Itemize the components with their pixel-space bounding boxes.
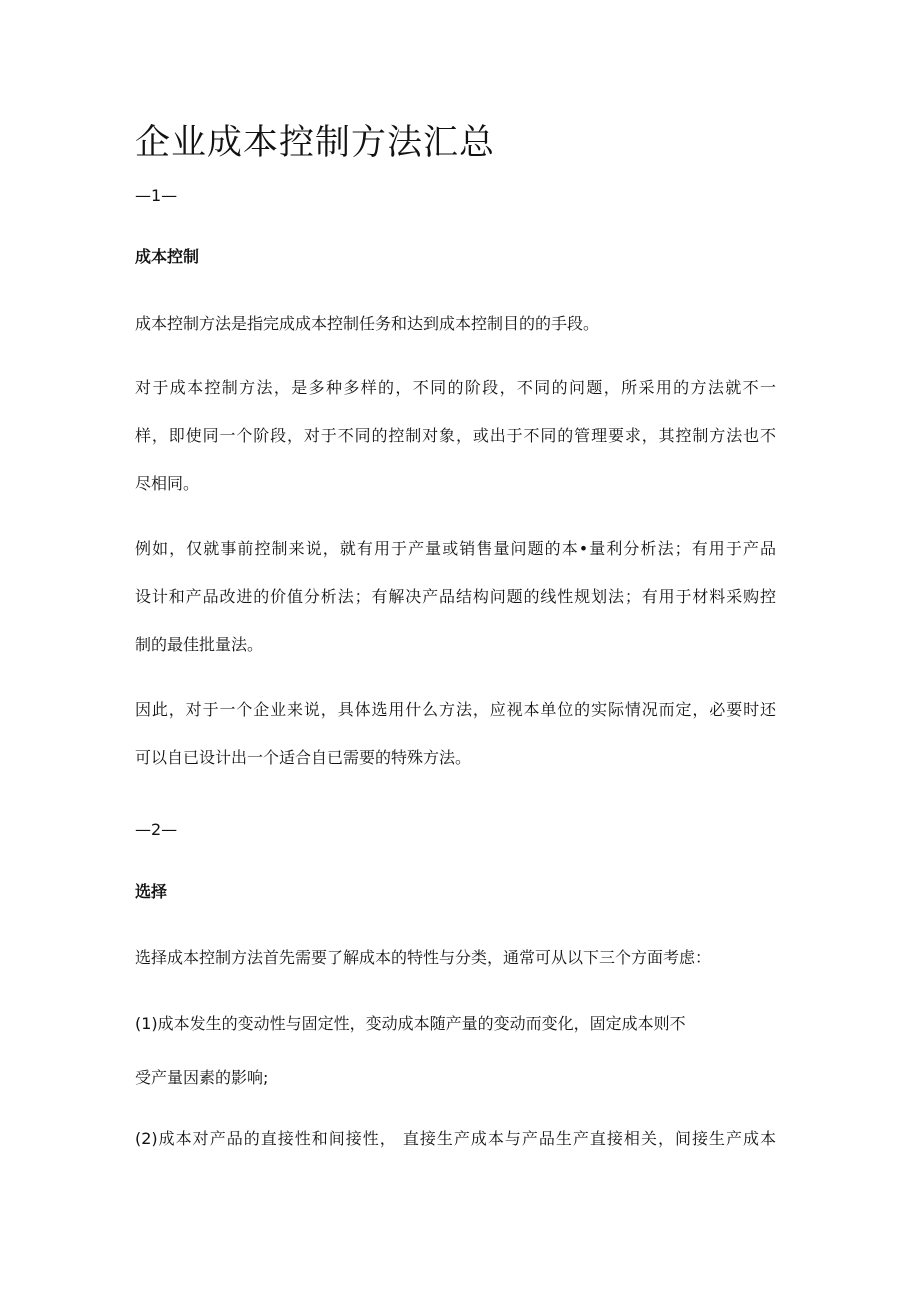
paragraph-3-line-2: 设计和产品改进的价值分析法；有解决产品结构问题的线性规划法；有用于材料采购控 <box>135 587 776 606</box>
paragraph-5-line-1: 选择成本控制方法首先需要了解成本的特性与分类，通常可从以下三个方面考虑： <box>135 948 712 967</box>
section-1-marker: —1— <box>135 186 178 205</box>
paragraph-8-line-1: (2)成本对产品的直接性和间接性， 直接生产成本与产品生产直接相关，间接生产成本 <box>135 1129 776 1148</box>
section-2-heading: 选择 <box>135 882 168 901</box>
paragraph-2-line-2: 样，即使同一个阶段，对于不同的控制对象，或出于不同的管理要求，其控制方法也不 <box>135 426 776 445</box>
section-1-heading: 成本控制 <box>135 247 200 266</box>
paragraph-1-line-1: 成本控制方法是指完成成本控制任务和达到成本控制目的的手段。 <box>135 314 600 333</box>
paragraph-2-line-3: 尽相同。 <box>135 474 200 493</box>
paragraph-3-line-1: 例如，仅就事前控制来说，就有用于产量或销售量问题的本•量利分析法；有用于产品 <box>135 539 776 558</box>
paragraph-4-line-1: 因此，对于一个企业来说，具体选用什么方法，应视本单位的实际情况而定，必要时还 <box>135 700 776 719</box>
paragraph-3-line-3: 制的最佳批量法。 <box>135 635 264 654</box>
paragraph-6-line-1: (1)成本发生的变动性与固定性，变动成本随产量的变动而变化，固定成本则不 <box>135 1014 686 1033</box>
paragraph-4-line-2: 可以自已设计出一个适合自已需要的特殊方法。 <box>135 748 472 767</box>
section-2-marker: —2— <box>135 820 178 839</box>
paragraph-7-line-1: 受产量因素的影响; <box>135 1068 269 1087</box>
paragraph-2-line-1: 对于成本控制方法，是多种多样的，不同的阶段，不同的问题，所采用的方法就不一 <box>135 378 776 397</box>
document-title: 企业成本控制方法汇总 <box>135 123 496 163</box>
